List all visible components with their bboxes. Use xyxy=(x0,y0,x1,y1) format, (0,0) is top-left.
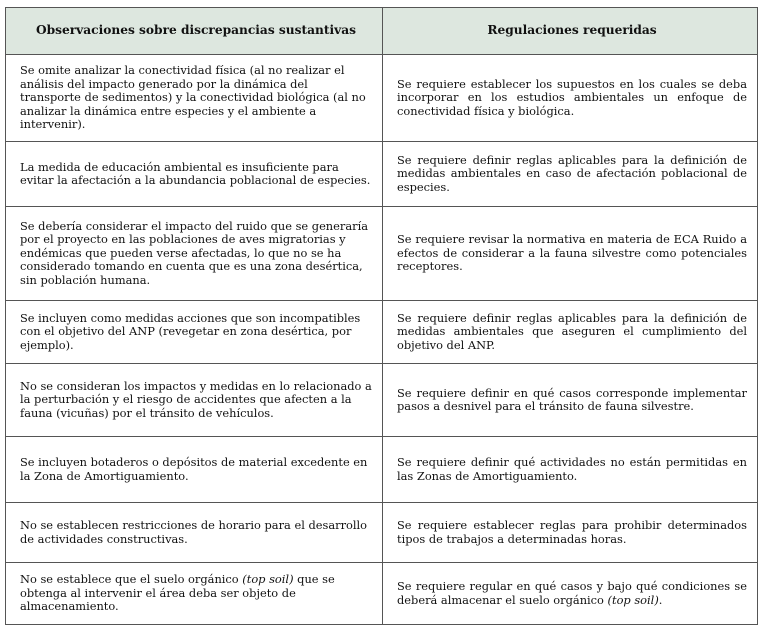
observation-text xyxy=(20,573,372,613)
header-regulations: Regulaciones requeridas xyxy=(383,8,758,55)
observation-cell xyxy=(6,437,383,503)
observation-cell xyxy=(6,563,383,625)
regulation-cell xyxy=(383,503,758,563)
observation-text: Se debería considerar el impacto del ruido que se generaría por el proyecto en las poblaciones de aves migratorias y endémicas que pueden verse afectadas, lo que no se ha considerado tomando en cuenta que es una zona desértica, sin población humana. xyxy=(20,218,369,287)
observation-cell xyxy=(6,364,383,437)
regulation-cell xyxy=(383,55,758,142)
regulation-cell xyxy=(383,142,758,207)
observation-text: La medida de educación ambiental es insuficiente para evitar la afectación a la abundancia poblacional de especies. xyxy=(20,159,371,187)
header-observations: Observaciones sobre discrepancias sustantivas xyxy=(6,8,383,55)
observation-text: Se incluyen como medidas acciones que son incompatibles con el objetivo del ANP (revegetar en zona desértica, por ejemplo). xyxy=(20,310,361,352)
observation-cell xyxy=(6,142,383,207)
observation-text: No se establecen restricciones de horario para el desarrollo de actividades constructivas. xyxy=(20,518,368,546)
regulation-text: Se requiere definir en qué casos corresponde implementar pasos a desnivel para el tránsito de fauna silvestre. xyxy=(397,385,747,413)
observation-text: No se consideran los impactos y medidas en lo relacionado a la perturbación y el riesgo de accidentes que afecten a la fauna (vicuñas) por el tránsito de vehículos. xyxy=(20,378,372,420)
table-row xyxy=(6,364,758,437)
regulation-text: Se requiere revisar la normativa en materia de ECA Ruido a efectos de considerar a la fauna silvestre como potenciales receptores. xyxy=(397,232,747,274)
observation-cell xyxy=(6,207,383,301)
regulation-cell xyxy=(383,207,758,301)
table-row xyxy=(6,55,758,142)
regulation-cell xyxy=(383,301,758,364)
regulations-table xyxy=(5,7,758,625)
regulation-text: Se requiere definir qué actividades no están permitidas en las Zonas de Amortiguamiento. xyxy=(397,455,747,483)
regulation-text-part: . xyxy=(658,592,663,607)
document-page xyxy=(5,7,757,627)
table-header-row xyxy=(6,8,758,55)
table-row xyxy=(6,563,758,625)
regulation-text-part: Se requiere regular en qué casos y bajo qué condiciones se deberá almacenar el suelo orgánico xyxy=(397,579,747,607)
observation-cell xyxy=(6,301,383,364)
regulation-text: Se requiere definir reglas aplicables para la definición de medidas ambientales que aseguren el cumplimiento del objetivo del ANP. xyxy=(397,310,747,352)
observation-text: Se incluyen botaderos o depósitos de material excedente en la Zona de Amortiguamiento. xyxy=(20,455,368,483)
regulation-text: Se requiere definir reglas aplicables para la definición de medidas ambientales en caso de afectación poblacional de especies. xyxy=(397,152,747,194)
observation-cell xyxy=(6,503,383,563)
regulation-text xyxy=(397,580,747,607)
regulation-text: Se requiere establecer reglas para prohibir determinados tipos de trabajos a determinadas horas. xyxy=(397,518,747,546)
table-row xyxy=(6,301,758,364)
regulation-cell xyxy=(383,437,758,503)
regulation-italic-term: (top soil) xyxy=(607,592,659,607)
observation-cell xyxy=(6,55,383,142)
table-row xyxy=(6,142,758,207)
table-row xyxy=(6,503,758,563)
observation-text-part: No se establece que el suelo orgánico xyxy=(20,572,243,587)
observation-text-part: que se obtenga al intervenir el área deba ser objeto de almacenamiento. xyxy=(20,572,335,614)
table-row xyxy=(6,207,758,301)
observation-text: Se omite analizar la conectividad física (al no realizar el análisis del impacto generado por la dinámica del transporte de sedimentos) y la conectividad biológica (al no analizar la dinámica entre especies y el ambiente a intervenir). xyxy=(20,63,366,132)
regulation-cell xyxy=(383,563,758,625)
observation-italic-term: (top soil) xyxy=(242,572,294,587)
regulation-text: Se requiere establecer los supuestos en los cuales se deba incorporar en los estudios ambientales un enfoque de conectividad física y biológica. xyxy=(397,76,747,118)
table-row xyxy=(6,437,758,503)
regulation-cell xyxy=(383,364,758,437)
